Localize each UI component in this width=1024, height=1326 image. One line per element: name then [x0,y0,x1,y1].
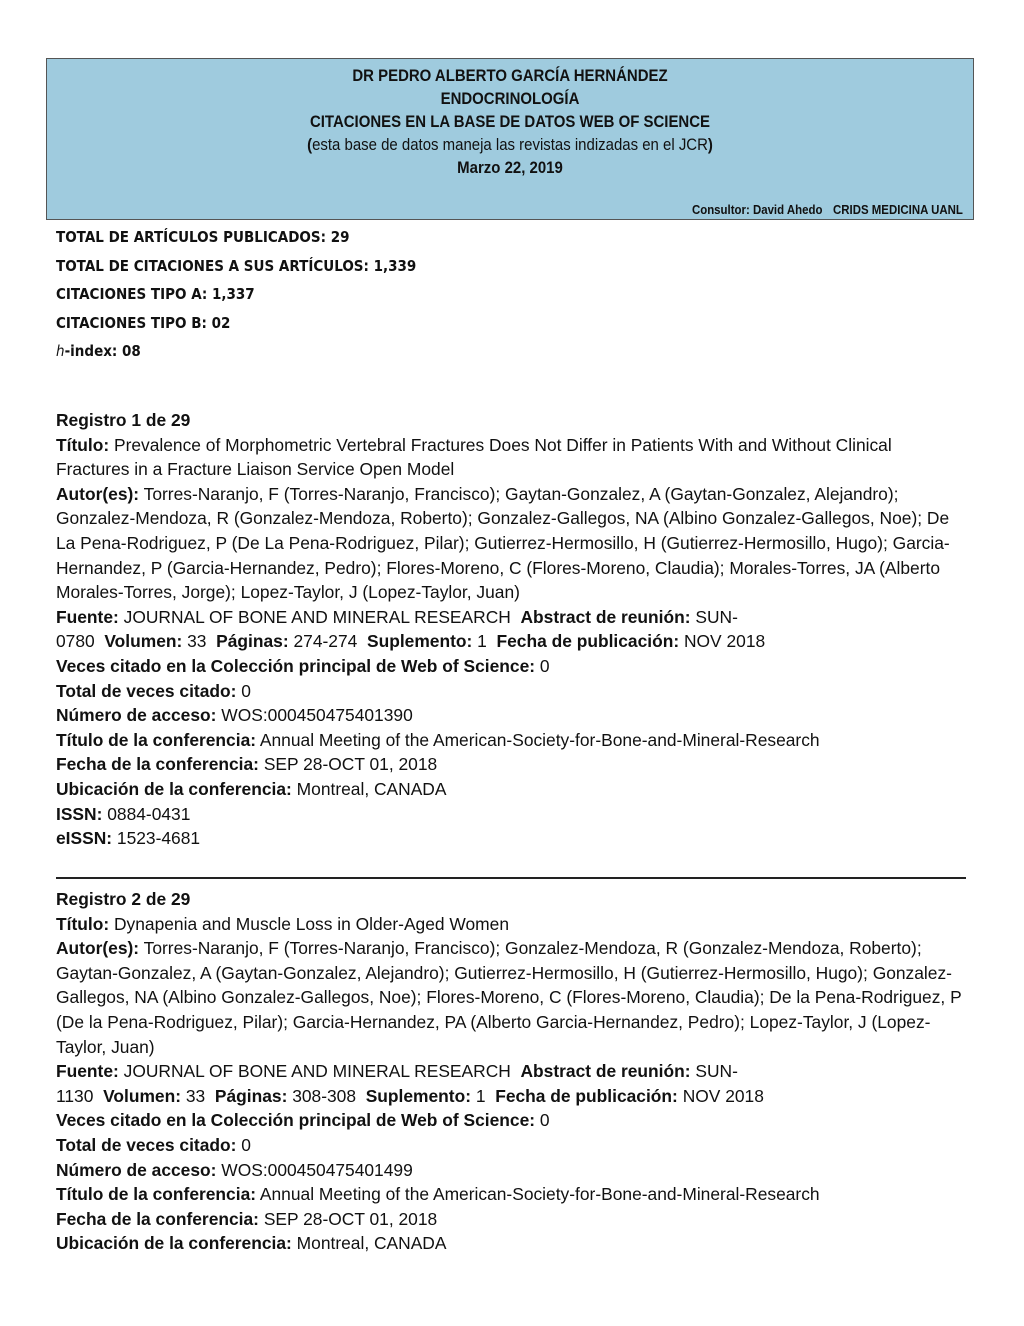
record-divider [56,877,966,879]
consultor-line [692,202,963,217]
record-total-cited: Total de veces citado: 0 [56,1134,251,1155]
record-issn: ISSN: 0884-0431 [56,803,191,824]
organization: CRIDS MEDICINA UANL [833,202,963,217]
h-index: h-index: 08 [56,342,141,360]
record-conf-location: Ubicación de la conferencia: Montreal, CANADA [56,778,447,799]
record-title: Título: Dynapenia and Muscle Loss in Older-Aged Women [56,913,510,934]
citation-summary [56,223,456,366]
database-title: CITACIONES EN LA BASE DE DATOS WEB OF SCIENCE [309,112,711,131]
record-total-cited: Total de veces citado: 0 [56,680,251,701]
report-header [46,58,974,220]
specialty: ENDOCRINOLOGÍA [440,89,580,108]
record-heading: Registro 2 de 29 [56,889,191,909]
record-wos-cited: Veces citado en la Colección principal de Web of Science: 0 [56,655,550,676]
record-eissn: eISSN: 1523-4681 [56,828,201,849]
record-conf-date: Fecha de la conferencia: SEP 28-OCT 01, 2018 [56,1208,438,1229]
total-citations: TOTAL DE CITACIONES A SUS ARTÍCULOS: 1,339 [56,256,417,275]
record-authors: Autor(es): Torres-Naranjo, F (Torres-Naranjo, Francisco); Gaytan-Gonzalez, A (Gaytan-Gonzalez, Alejandro); Gonzalez-Mendoza, R (Gonzalez-Mendoza, Roberto); Gonzalez-Gallegos, NA (Albino Gonzalez-Gallegos, Noe); De La Pena-Rodriguez, P (De La Pena-Rodriguez, Pilar); Gutierrez-Hermosillo, H (Gutierrez-Hermosillo, Hugo); Garcia-Hernandez, P (Garcia-Hernandez, Pedro); Flores-Moreno, C (Flores-Moreno, Claudia); Morales-Torres, JA (Alberto Morales-Torres, Jorge); Lopez-Taylor, J (Lopez-Taylor, Juan) [56,483,950,603]
record-source: Fuente: JOURNAL OF BONE AND MINERAL RESEARCH Abstract de reunión: SUN- [56,606,738,627]
record-volume-line: 1130 Volumen: 33 Páginas: 308-308 Suplemento: 1 Fecha de publicación: NOV 2018 [56,1085,764,1106]
consultor-name: Consultor: David Ahedo [692,202,823,217]
record-volume-line: 0780 Volumen: 33 Páginas: 274-274 Suplemento: 1 Fecha de publicación: NOV 2018 [56,631,766,652]
citations-type-a: CITACIONES TIPO A: 1,337 [56,285,255,303]
record-conf-title: Título de la conferencia: Annual Meeting of the American-Society-for-Bone-and-Mineral-Research [56,729,820,750]
record-accession: Número de acceso: WOS:000450475401390 [56,705,413,726]
database-note: (esta base de datos maneja las revistas indizadas en el JCR) [307,135,713,154]
citations-type-b: CITACIONES TIPO B: 02 [56,313,231,332]
record-conf-title: Título de la conferencia: Annual Meeting of the American-Society-for-Bone-and-Mineral-Research [56,1184,820,1205]
record-wos-cited: Veces citado en la Colección principal de Web of Science: 0 [56,1110,550,1131]
record-heading: Registro 1 de 29 [56,410,191,430]
record-authors: Autor(es): Torres-Naranjo, F (Torres-Naranjo, Francisco); Gonzalez-Mendoza, R (Gonzalez-Mendoza, Roberto); Gaytan-Gonzalez, A (Gaytan-Gonzalez, Alejandro); Gutierrez-Hermosillo, H (Gutierrez-Hermosillo, Hugo); Gonzalez-Gallegos, NA (Albino Gonzalez-Gallegos, Noe); Flores-Moreno, C (Flores-Moreno, Claudia); De la Pena-Rodriguez, P (De la Pena-Rodriguez, Pilar); Garcia-Hernandez, PA (Alberto Garcia-Hernandez, Pedro); Lopez-Taylor, J (Lopez-Taylor, Juan) [56,938,962,1057]
record-title: Título: Prevalence of Morphometric Vertebral Fractures Does Not Differ in Patients With and Without Clinical Fractures in a Fracture Liaison Service Open Model [56,434,892,480]
total-articles: TOTAL DE ARTÍCULOS PUBLICADOS: 29 [56,228,350,246]
record-1 [56,408,968,851]
record-conf-location: Ubicación de la conferencia: Montreal, CANADA [56,1233,447,1254]
record-accession: Número de acceso: WOS:000450475401499 [56,1159,413,1180]
record-2 [56,887,968,1256]
record-conf-date: Fecha de la conferencia: SEP 28-OCT 01, 2018 [56,754,438,775]
doctor-name: DR PEDRO ALBERTO GARCÍA HERNÁNDEZ [352,66,668,85]
report-date: Marzo 22, 2019 [457,158,563,177]
record-source: Fuente: JOURNAL OF BONE AND MINERAL RESEARCH Abstract de reunión: SUN- [56,1061,738,1082]
